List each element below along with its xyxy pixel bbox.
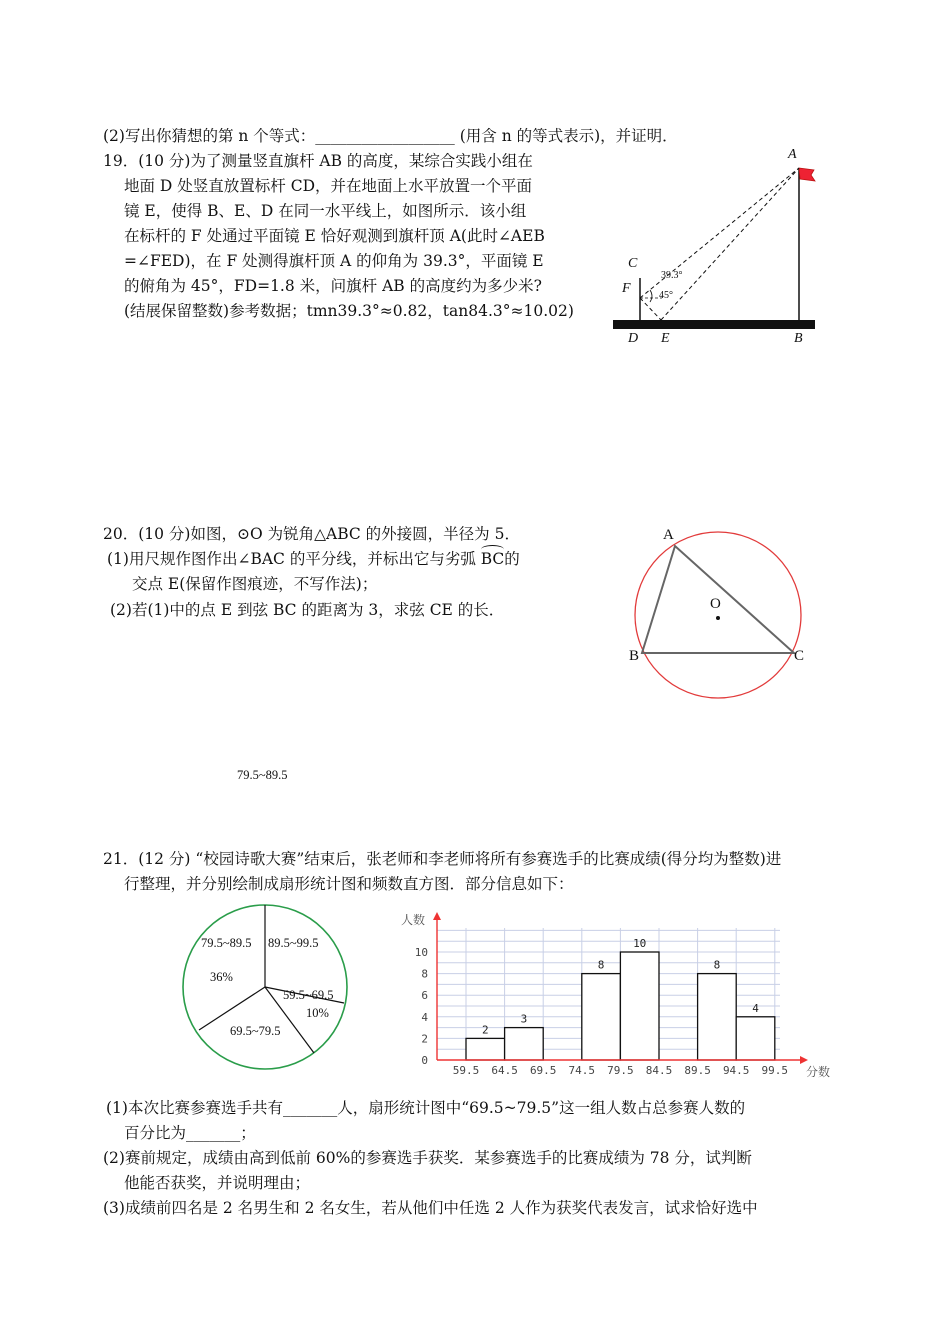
bar-value-label: 2 [481, 1023, 489, 1037]
q19-line-7: (结展保留整数)参考数据；tmn39.3°≈0.82，tan84.3°≈10.02) [124, 302, 574, 320]
q20-line-3: 交点 E(保留作图痕迹，不写作法)； [132, 575, 378, 593]
bar-value-label: 8 [713, 958, 721, 972]
y-tick-label: 0 [421, 1054, 428, 1067]
angle-39-label: 39.3° [661, 270, 683, 281]
x-tick-label: 69.5 [529, 1064, 557, 1077]
q21-line-1: 21．(12 分) “校园诗歌大赛”结束后，张老师和李老师将所有参赛选手的比赛成绩(得分均为整数)进 [103, 850, 782, 868]
q21-sub2-a: (2)赛前规定，成绩由高到低前 60%的参赛选手获奖．某参赛选手的比赛成绩为 78 分，试判断 [103, 1149, 752, 1167]
y-tick-label: 6 [421, 989, 428, 1003]
bar-value-label: 4 [752, 1001, 759, 1015]
q19-line-6: 的俯角为 45°，FD=1.8 米，问旗杆 AB 的高度约为多少米? [124, 277, 542, 295]
pie-slice-59-69-pct: 10% [306, 1006, 329, 1020]
bar-value-label: 3 [520, 1012, 528, 1026]
y-tick-label: 8 [421, 967, 428, 981]
x-tick-label: 89.5 [684, 1064, 711, 1077]
q19-line-3: 镜 E，使得 B、E、D 在同一水平线上，如图所示．该小组 [124, 202, 527, 220]
label-b: B [794, 331, 803, 346]
x-tick-label: 94.5 [722, 1064, 750, 1077]
histogram-bar [620, 952, 659, 1060]
q20-line-1: 20．(10 分)如图，⊙O 为锐角△ABC 的外接圆，半径为 5． [103, 525, 520, 543]
pie-slice-89-99: 89.5~99.5 [268, 936, 319, 950]
bar-value-label: 10 [633, 937, 647, 950]
y-axis-label: 人数 [401, 913, 426, 927]
q20-line-4: (2)若(1)中的点 E 到弦 BC 的距离为 3，求弦 CE 的长． [110, 601, 505, 619]
pie-slice-69-79: 69.5~79.5 [230, 1024, 281, 1038]
x-axis-label: 分数 [806, 1065, 831, 1079]
y-tick-label: 10 [414, 946, 428, 959]
histogram-bar [582, 974, 621, 1060]
q21-sub2-b: 他能否获奖，并说明理由； [124, 1174, 311, 1192]
q21-line-2: 行整理，并分别绘制成扇形统计图和频数直方图．部分信息如下： [124, 875, 574, 893]
histogram-bar [505, 1028, 544, 1060]
histogram-bar [466, 1038, 505, 1060]
label-d: D [628, 331, 639, 346]
bar-value-label: 8 [597, 958, 605, 972]
histogram-bar [698, 974, 737, 1060]
y-tick-label: 2 [421, 1032, 428, 1046]
angle-45-label: 45° [659, 290, 673, 301]
pie-slice-79-89-pct: 36% [210, 970, 233, 984]
label-e: E [661, 331, 670, 346]
q21-sub1-b: 百分比为_______； [124, 1124, 256, 1142]
y-tick-label: 4 [421, 1010, 428, 1024]
stray-range-label: 79.5~89.5 [237, 768, 288, 782]
y-axis-arrow [433, 912, 441, 920]
label-c2: C [794, 648, 805, 664]
q19-line-5: =∠FED)，在 F 处测得旗杆顶 A 的仰角为 39.3°，平面镜 E [124, 252, 544, 270]
q21-sub1-a: (1)本次比赛参赛选手共有_______人，扇形统计图中“69.5~79.5”这一组人数占总参赛人数的 [106, 1099, 746, 1117]
q19-line-2: 地面 D 处竖直放置标杆 CD，并在地面上水平放置一个平面 [124, 177, 532, 195]
q21-sub3: (3)成绩前四名是 2 名男生和 2 名女生，若从他们中任选 2 人作为获奖代表发言，试求恰好选中 [103, 1199, 758, 1217]
x-tick-label: 59.5 [452, 1064, 480, 1077]
label-b2: B [629, 648, 640, 664]
x-tick-label: 79.5 [607, 1064, 634, 1077]
q20-line-2-post: 的 [504, 550, 520, 568]
q18-part2: (2)写出你猜想的第 n 个等式：__________________ (用含 n 的等式表示)，并证明． [103, 127, 678, 145]
pie-slice-79-89: 79.5~89.5 [201, 936, 252, 950]
x-tick-label: 84.5 [645, 1064, 673, 1077]
label-a: A [788, 147, 797, 162]
label-c: C [628, 256, 638, 271]
label-o: O [710, 596, 721, 612]
x-tick-label: 74.5 [568, 1064, 596, 1077]
pie-slice-59-69: 59.5~69.5 [283, 988, 334, 1002]
q20-line-2-pre: (1)用尺规作图作出∠BAC 的平分线，并标出它与劣弧 [107, 550, 481, 568]
q19-line-4: 在标杆的 F 处通过平面镜 E 恰好观测到旗杆顶 A(此时∠AEB [124, 227, 545, 245]
x-tick-label: 64.5 [491, 1064, 518, 1077]
histogram-bar [736, 1017, 775, 1060]
arc-bc: BC [480, 550, 505, 568]
x-tick-label: 99.5 [761, 1064, 789, 1077]
label-a2: A [663, 527, 674, 543]
label-f: F [622, 281, 631, 296]
q19-line-1: 19．(10 分)为了测量竖直旗杆 AB 的高度，某综合实践小组在 [103, 152, 533, 170]
